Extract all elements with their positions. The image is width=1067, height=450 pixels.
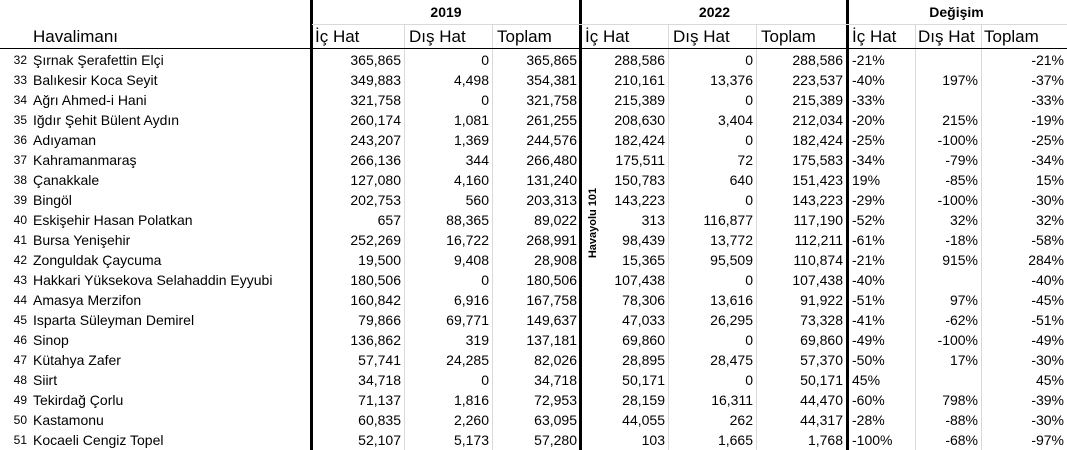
ic-hat-2019-cell: 243,207	[350, 132, 401, 148]
row-index-cell: 37	[13, 153, 27, 167]
ic-hat-change-cell: -25%	[852, 132, 885, 148]
dis-hat-change-cell: -100%	[937, 332, 978, 348]
row-index-cell: 47	[13, 353, 27, 367]
ic-hat-2019-cell: 136,862	[350, 332, 401, 348]
row-index-cell: 32	[13, 53, 27, 67]
grid-line	[404, 25, 405, 450]
ic-hat-2019-cell: 321,758	[350, 92, 401, 108]
toplam-2022-cell: 182,424	[792, 132, 843, 148]
toplam-2019-cell: 149,637	[526, 312, 577, 328]
ic-hat-2022-header: İç Hat	[585, 27, 630, 46]
ic-hat-change-cell: -28%	[852, 412, 885, 428]
ic-hat-change-cell: 19%	[852, 172, 881, 188]
toplam-2022-cell: 69,860	[800, 332, 843, 348]
ic-hat-2019-cell: 657	[377, 212, 401, 228]
toplam-change-cell: -30%	[1031, 352, 1064, 368]
toplam-change-cell: -37%	[1031, 72, 1064, 88]
dis-hat-2019-cell: 0	[481, 372, 489, 388]
dis-hat-2022-cell: 0	[745, 332, 753, 348]
toplam-change-cell: 15%	[1035, 172, 1064, 188]
year-2019-header: 2019	[430, 4, 462, 20]
row-index-cell: 35	[13, 113, 27, 127]
ic-hat-change-cell: -34%	[852, 152, 885, 168]
table-row	[0, 90, 1067, 110]
dis-hat-change-cell: 32%	[949, 212, 978, 228]
dis-hat-change-cell: -88%	[945, 412, 978, 428]
year-2022-header: 2022	[698, 4, 731, 20]
dis-hat-change-cell: -85%	[945, 172, 978, 188]
dis-hat-2022-cell: 0	[745, 272, 753, 288]
toplam-change-cell: -21%	[1031, 52, 1064, 68]
toplam-change-cell: -39%	[1031, 392, 1064, 408]
ic-hat-2019-cell: 19,500	[358, 252, 401, 268]
dis-hat-2019-cell: 0	[481, 52, 489, 68]
dis-hat-2019-cell: 69,771	[446, 312, 489, 328]
dis-hat-change-cell: -79%	[945, 152, 978, 168]
toplam-change-cell: -30%	[1031, 412, 1064, 428]
airport-name-cell: Adıyaman	[33, 132, 97, 148]
dis-hat-2019-cell: 88,365	[446, 212, 489, 228]
toplam-2022-cell: 215,389	[792, 92, 843, 108]
ic-hat-2022-cell: 288,586	[614, 52, 665, 68]
toplam-change-cell: 45%	[1035, 372, 1064, 388]
dis-hat-change-cell: -100%	[937, 132, 978, 148]
airport-name-cell: Iğdır Şehit Bülent Aydın	[33, 112, 180, 128]
ic-hat-2019-cell: 160,842	[350, 292, 401, 308]
row-index-cell: 40	[13, 213, 27, 227]
table-row	[0, 230, 1067, 250]
airport-name-cell: Hakkari Yüksekova Selahaddin Eyyubi	[33, 272, 273, 288]
dis-hat-2019-cell: 0	[481, 92, 489, 108]
dis-hat-2019-cell: 9,408	[453, 252, 489, 268]
grid-line	[492, 25, 493, 450]
column-separator	[310, 0, 313, 450]
toplam-2019-cell: 266,480	[526, 152, 577, 168]
ic-hat-2022-cell: 28,895	[622, 352, 665, 368]
toplam-change-cell: 284%	[1028, 252, 1064, 268]
toplam-change-cell: -45%	[1031, 292, 1064, 308]
airport-name-cell: Kastamonu	[33, 412, 104, 428]
grid-line	[915, 25, 916, 450]
table-row	[0, 290, 1067, 310]
table-row	[0, 270, 1067, 290]
ic-hat-2022-cell: 78,306	[622, 292, 665, 308]
ic-hat-change-cell: -20%	[852, 112, 885, 128]
toplam-2022-cell: 50,171	[800, 372, 843, 388]
toplam-2022-cell: 44,317	[800, 412, 843, 428]
ic-hat-change-header: İç Hat	[852, 27, 897, 46]
dis-hat-2022-cell: 0	[745, 92, 753, 108]
dis-hat-2022-cell: 72	[737, 152, 753, 168]
dis-hat-2019-cell: 4,498	[453, 72, 489, 88]
table-row	[0, 330, 1067, 350]
toplam-2019-cell: 82,026	[534, 352, 577, 368]
dis-hat-change-cell	[915, 50, 981, 70]
dis-hat-2022-cell: 262	[729, 412, 753, 428]
toplam-change-cell: -97%	[1031, 432, 1064, 448]
toplam-2022-cell: 107,438	[792, 272, 843, 288]
ic-hat-2022-cell: 50,171	[622, 372, 665, 388]
ic-hat-change-cell: -41%	[852, 312, 885, 328]
header-row-columns	[0, 25, 1067, 49]
column-separator	[579, 0, 582, 450]
ic-hat-2022-cell: 175,511	[615, 152, 665, 168]
toplam-2019-cell: 268,991	[526, 232, 577, 248]
dis-hat-change-cell: 915%	[942, 252, 978, 268]
row-index-cell: 41	[13, 233, 27, 247]
table-row	[0, 70, 1067, 90]
ic-hat-change-cell: -29%	[852, 192, 885, 208]
dis-hat-2022-cell: 28,475	[710, 352, 753, 368]
ic-hat-change-cell: -21%	[852, 252, 885, 268]
dis-hat-2019-cell: 5,173	[453, 432, 489, 448]
toplam-change-cell: -34%	[1031, 152, 1064, 168]
toplam-2022-cell: 117,190	[793, 212, 843, 228]
toplam-2019-cell: 34,718	[534, 372, 577, 388]
ic-hat-2022-cell: 215,389	[614, 92, 665, 108]
toplam-2019-cell: 180,506	[526, 272, 577, 288]
toplam-2022-cell: 223,537	[792, 72, 843, 88]
airport-column-header: Havalimanı	[33, 27, 119, 46]
table-row	[0, 170, 1067, 190]
toplam-2019-cell: 57,280	[534, 432, 577, 448]
dis-hat-2022-cell: 0	[745, 132, 753, 148]
ic-hat-2022-cell: 28,159	[622, 392, 665, 408]
table-row	[0, 250, 1067, 270]
row-index-cell: 38	[13, 173, 27, 187]
dis-hat-change-cell	[915, 270, 981, 290]
table-row	[0, 150, 1067, 170]
airport-name-cell: Kocaeli Cengiz Topel	[33, 432, 164, 448]
dis-hat-2019-cell: 319	[465, 332, 489, 348]
dis-hat-2022-cell: 0	[745, 372, 753, 388]
toplam-change-cell: -58%	[1031, 232, 1064, 248]
toplam-change-cell: -19%	[1031, 112, 1064, 128]
dis-hat-2022-cell: 13,616	[710, 292, 753, 308]
dis-hat-2022-cell: 1,665	[717, 432, 753, 448]
toplam-change-cell: -49%	[1031, 332, 1064, 348]
dis-hat-change-cell: 97%	[949, 292, 978, 308]
table-row	[0, 390, 1067, 410]
dis-hat-change-cell: 197%	[942, 72, 978, 88]
ic-hat-change-cell: -50%	[852, 352, 885, 368]
airport-name-cell: Kahramanmaraş	[33, 152, 137, 168]
ic-hat-2022-cell: 69,860	[622, 332, 665, 348]
airport-name-cell: Ağrı Ahmed-i Hani	[33, 92, 147, 108]
toplam-2019-cell: 167,758	[526, 292, 577, 308]
dis-hat-change-cell: -62%	[945, 312, 978, 328]
toplam-2019-cell: 203,313	[526, 192, 577, 208]
dis-hat-2022-cell: 0	[745, 192, 753, 208]
ic-hat-change-cell: -52%	[852, 212, 885, 228]
airport-name-cell: Tekirdağ Çorlu	[33, 392, 124, 408]
table-row	[0, 190, 1067, 210]
change-header: Değişim	[929, 4, 984, 20]
toplam-2019-header: Toplam	[497, 27, 552, 46]
airport-name-cell: Eskişehir Hasan Polatkan	[33, 212, 193, 228]
toplam-2019-cell: 72,953	[534, 392, 577, 408]
table-row	[0, 410, 1067, 430]
toplam-2022-cell: 44,470	[800, 392, 843, 408]
toplam-2022-cell: 175,583	[792, 152, 843, 168]
ic-hat-2022-cell: 313	[641, 212, 665, 228]
toplam-2022-cell: 151,423	[792, 172, 843, 188]
dis-hat-change-cell: 17%	[949, 352, 978, 368]
toplam-2022-cell: 110,874	[793, 252, 843, 268]
ic-hat-2019-cell: 127,080	[350, 172, 401, 188]
table-row	[0, 310, 1067, 330]
row-index-cell: 42	[13, 253, 27, 267]
table-row	[0, 130, 1067, 150]
ic-hat-2019-cell: 266,136	[350, 152, 401, 168]
ic-hat-2022-cell: 98,439	[622, 232, 665, 248]
dis-hat-change-cell: -100%	[937, 192, 978, 208]
row-index-cell: 44	[13, 293, 27, 307]
ic-hat-change-cell: -61%	[852, 232, 885, 248]
ic-hat-2019-cell: 202,753	[350, 192, 401, 208]
ic-hat-2022-cell: 150,783	[614, 172, 665, 188]
ic-hat-2022-cell: 107,438	[614, 272, 665, 288]
airport-name-cell: Kütahya Zafer	[33, 352, 121, 368]
table-row	[0, 110, 1067, 130]
ic-hat-2022-cell: 210,161	[614, 72, 665, 88]
toplam-2022-header: Toplam	[761, 27, 816, 46]
grid-line	[981, 25, 982, 450]
dis-hat-2019-cell: 4,160	[453, 172, 489, 188]
ic-hat-2022-cell: 143,223	[614, 192, 665, 208]
ic-hat-2022-cell: 182,424	[614, 132, 665, 148]
airport-name-cell: Isparta Süleyman Demirel	[33, 312, 195, 328]
row-index-cell: 36	[13, 133, 27, 147]
toplam-2019-cell: 131,240	[526, 172, 577, 188]
dis-hat-2022-cell: 16,311	[711, 392, 753, 408]
grid-line	[756, 25, 757, 450]
dis-hat-2022-cell: 3,404	[717, 112, 753, 128]
airport-name-cell: Bursa Yenişehir	[33, 232, 131, 248]
dis-hat-change-cell	[915, 370, 981, 390]
dis-hat-2019-cell: 560	[465, 192, 489, 208]
ic-hat-2019-cell: 365,865	[350, 52, 401, 68]
ic-hat-2019-cell: 57,741	[358, 352, 401, 368]
airport-name-cell: Zonguldak Çaycuma	[33, 252, 162, 268]
row-index-cell: 39	[13, 193, 27, 207]
ic-hat-2019-header: İç Hat	[315, 27, 360, 46]
ic-hat-2019-cell: 34,718	[358, 372, 401, 388]
header-divider	[0, 48, 1067, 49]
airport-name-cell: Şırnak Şerafettin Elçi	[33, 52, 164, 68]
row-index-cell: 48	[13, 373, 27, 387]
dis-hat-2022-header: Dış Hat	[673, 27, 730, 46]
ic-hat-change-cell: -40%	[852, 272, 885, 288]
row-index-cell: 45	[13, 313, 27, 327]
toplam-2022-cell: 73,328	[800, 312, 843, 328]
ic-hat-2019-cell: 252,269	[350, 232, 401, 248]
table-row	[0, 350, 1067, 370]
toplam-change-cell: 32%	[1035, 212, 1064, 228]
table-row	[0, 50, 1067, 70]
toplam-change-cell: -30%	[1031, 192, 1064, 208]
toplam-2022-cell: 91,922	[800, 292, 843, 308]
toplam-change-cell: -40%	[1031, 272, 1064, 288]
toplam-2019-cell: 63,095	[534, 412, 577, 428]
toplam-2019-cell: 321,758	[526, 92, 577, 108]
ic-hat-2022-cell: 15,365	[622, 252, 665, 268]
ic-hat-2019-cell: 349,883	[350, 72, 401, 88]
dis-hat-change-cell: 798%	[942, 392, 978, 408]
toplam-2019-cell: 137,181	[526, 332, 577, 348]
toplam-2022-cell: 57,370	[800, 352, 843, 368]
dis-hat-2022-cell: 95,509	[710, 252, 753, 268]
dis-hat-2022-cell: 13,772	[710, 232, 753, 248]
ic-hat-change-cell: -51%	[852, 292, 885, 308]
ic-hat-2022-cell: 103	[641, 432, 665, 448]
dis-hat-2019-cell: 344	[465, 152, 489, 168]
airport-name-cell: Siirt	[33, 372, 58, 388]
dis-hat-2019-cell: 1,081	[453, 112, 489, 128]
toplam-change-cell: -25%	[1031, 132, 1064, 148]
column-separator	[846, 0, 849, 450]
ic-hat-change-cell: -49%	[852, 332, 885, 348]
dis-hat-2019-cell: 1,369	[453, 132, 489, 148]
dis-hat-2022-cell: 0	[745, 52, 753, 68]
table-row	[0, 210, 1067, 230]
ic-hat-2019-cell: 52,107	[358, 432, 401, 448]
row-index-cell: 46	[13, 333, 27, 347]
ic-hat-2019-cell: 260,174	[350, 112, 401, 128]
dis-hat-2022-cell: 116,877	[703, 212, 753, 228]
airport-name-cell: Bingöl	[33, 192, 72, 208]
ic-hat-2022-cell: 47,033	[622, 312, 665, 328]
toplam-change-cell: -51%	[1031, 312, 1064, 328]
dis-hat-2019-header: Dış Hat	[409, 27, 466, 46]
dis-hat-2019-cell: 1,816	[453, 392, 489, 408]
dis-hat-2019-cell: 16,722	[446, 232, 489, 248]
airport-name-cell: Balıkesir Koca Seyit	[33, 72, 158, 88]
ic-hat-change-cell: -33%	[852, 92, 885, 108]
ic-hat-change-cell: -40%	[852, 72, 885, 88]
toplam-2019-cell: 89,022	[534, 212, 577, 228]
watermark-text: Havayolu 101	[587, 187, 599, 259]
ic-hat-2019-cell: 60,835	[358, 412, 401, 428]
ic-hat-change-cell: -21%	[852, 52, 885, 68]
toplam-2019-cell: 261,255	[526, 112, 577, 128]
dis-hat-change-cell	[915, 90, 981, 110]
header-row-years	[0, 2, 1067, 22]
toplam-2019-cell: 365,865	[526, 52, 577, 68]
dis-hat-2019-cell: 2,260	[453, 412, 489, 428]
toplam-2022-cell: 288,586	[792, 52, 843, 68]
row-index-cell: 50	[13, 413, 27, 427]
ic-hat-2022-cell: 44,055	[622, 412, 665, 428]
airport-name-cell: Çanakkale	[33, 172, 100, 188]
dis-hat-change-cell: 215%	[942, 112, 978, 128]
year-divider	[312, 24, 1067, 25]
grid-line	[668, 25, 669, 450]
toplam-2022-cell: 112,211	[794, 232, 843, 248]
toplam-2019-cell: 28,908	[534, 252, 577, 268]
ic-hat-change-cell: -100%	[852, 432, 893, 448]
toplam-change-cell: -33%	[1031, 92, 1064, 108]
dis-hat-change-cell: -68%	[945, 432, 978, 448]
dis-hat-change-cell: -18%	[945, 232, 978, 248]
row-index-cell: 33	[13, 73, 27, 87]
table-row	[0, 370, 1067, 390]
airport-name-cell: Sinop	[33, 332, 69, 348]
ic-hat-2019-cell: 79,866	[358, 312, 401, 328]
ic-hat-2022-cell: 208,630	[614, 112, 665, 128]
toplam-2019-cell: 244,576	[526, 132, 577, 148]
row-index-cell: 34	[13, 93, 27, 107]
dis-hat-2019-cell: 6,916	[453, 292, 489, 308]
dis-hat-2022-cell: 640	[729, 172, 753, 188]
ic-hat-change-cell: 45%	[852, 372, 881, 388]
dis-hat-2022-cell: 26,295	[710, 312, 753, 328]
row-index-cell: 51	[13, 433, 27, 447]
row-index-cell: 43	[13, 273, 27, 287]
dis-hat-change-header: Dış Hat	[918, 27, 975, 46]
toplam-2022-cell: 212,034	[792, 112, 843, 128]
dis-hat-2019-cell: 24,285	[446, 352, 489, 368]
toplam-2022-cell: 1,768	[807, 432, 843, 448]
toplam-2022-cell: 143,223	[792, 192, 843, 208]
table-row	[0, 430, 1067, 450]
ic-hat-2019-cell: 180,506	[350, 272, 401, 288]
airport-name-cell: Amasya Merzifon	[33, 292, 142, 308]
dis-hat-2019-cell: 0	[481, 272, 489, 288]
toplam-change-header: Toplam	[984, 27, 1039, 46]
toplam-2019-cell: 354,381	[526, 72, 577, 88]
dis-hat-2022-cell: 13,376	[710, 72, 753, 88]
ic-hat-change-cell: -60%	[852, 392, 885, 408]
ic-hat-2019-cell: 71,137	[358, 392, 401, 408]
watermark-label	[586, 178, 600, 268]
row-index-cell: 49	[13, 393, 27, 407]
